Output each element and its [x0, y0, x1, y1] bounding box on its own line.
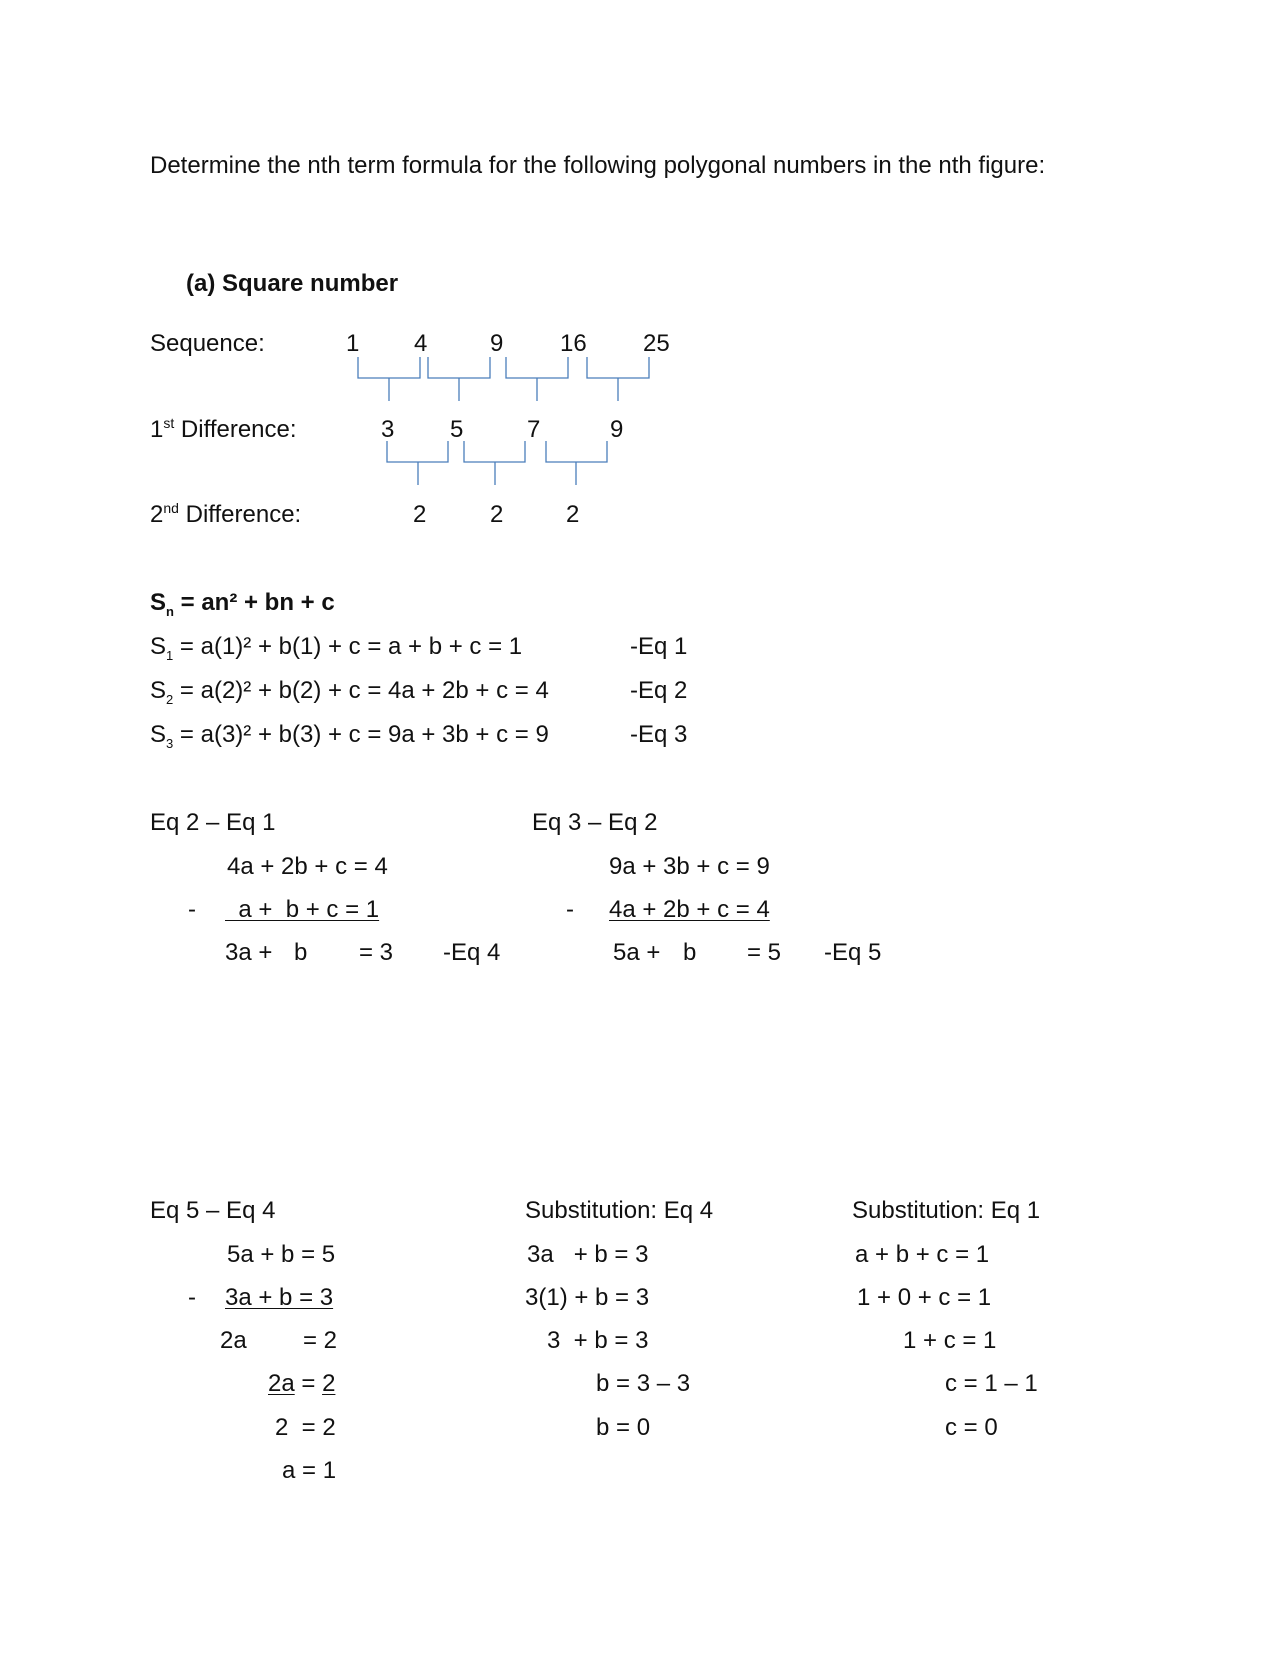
block-eq5-eq4-line4: 2a = 2 — [268, 1370, 336, 1397]
block-sub-eq1-line: c = 0 — [945, 1414, 998, 1441]
bracket-1-4 — [358, 357, 420, 401]
second-difference-value: 2 — [566, 501, 580, 528]
block-sub-eq4-line: b = 3 – 3 — [596, 1370, 691, 1397]
block-eq2-eq1-tag: -Eq 4 — [443, 939, 501, 966]
sequence-value: 4 — [414, 330, 428, 357]
block-sub-eq4-line: 3 + b = 3 — [547, 1327, 649, 1354]
equation-1-tag: -Eq 1 — [630, 633, 688, 660]
second-difference-label: 2nd Difference: — [150, 500, 302, 528]
block-eq2-eq1-result-a: 3a + — [225, 939, 273, 966]
first-difference-value: 3 — [381, 416, 395, 443]
block-sub-eq4-line: 3(1) + b = 3 — [525, 1284, 650, 1311]
bracket-7-9 — [546, 441, 607, 485]
second-difference-value: 2 — [413, 501, 427, 528]
block-eq3-eq2-title: Eq 3 – Eq 2 — [532, 809, 658, 836]
block-eq5-eq4-line1: 5a + b = 5 — [227, 1241, 336, 1268]
block-eq2-eq1-result-eq: = 3 — [359, 939, 394, 966]
block-eq2-eq1-minus: - — [188, 896, 196, 923]
block-eq3-eq2-line2: 4a + 2b + c = 4 — [609, 896, 770, 923]
bracket-lines — [358, 357, 649, 485]
block-eq3-eq2-minus: - — [566, 896, 574, 923]
block-eq5-eq4-line6: a = 1 — [282, 1457, 337, 1484]
equation-3-tag: -Eq 3 — [630, 721, 688, 748]
block-eq2-eq1-line1: 4a + 2b + c = 4 — [227, 853, 388, 880]
equation-1: $S_1 = a(1)^2 + b(1) + c = a + b + c = 1$ — [150, 633, 523, 663]
block-eq2-eq1-result-b: b — [294, 939, 308, 966]
block-eq3-eq2-line1: 9a + 3b + c = 9 — [609, 853, 770, 880]
block-sub-eq1-line: 1 + 0 + c = 1 — [857, 1284, 992, 1311]
equation-3: $S_3 = a(3)^2 + b(3) + c = 9a + 3b + c = 9$ — [150, 721, 549, 751]
block-eq5-eq4-title: Eq 5 – Eq 4 — [150, 1197, 276, 1224]
sequence-value: 9 — [490, 330, 504, 357]
intro-text: Determine the nth term formula for the following polygonal numbers in the nth figure: — [150, 152, 1046, 179]
sequence-value: 16 — [560, 330, 587, 357]
block-eq2-eq1-line2: a + b + c = 1 — [225, 896, 380, 923]
block-sub-eq1-line: a + b + c = 1 — [855, 1241, 990, 1268]
equation-2: $S_2 = a(2)^2 + b(2) + c = 4a + 2b + c = 4$ — [150, 677, 549, 707]
block-sub-eq4-title: Substitution: Eq 4 — [525, 1197, 714, 1224]
block-eq3-eq2-result-b: b — [683, 939, 697, 966]
bracket-9-16 — [506, 357, 568, 401]
block-sub-eq1-line: 1 + c = 1 — [903, 1327, 997, 1354]
bracket-3-5 — [387, 441, 448, 485]
block-eq3-eq2-tag: -Eq 5 — [824, 939, 882, 966]
block-eq5-eq4-line5: 2 = 2 — [275, 1414, 336, 1441]
block-eq5-eq4-minus: - — [188, 1284, 196, 1311]
equation-2-tag: -Eq 2 — [630, 677, 688, 704]
block-sub-eq1-title: Substitution: Eq 1 — [852, 1197, 1041, 1224]
block-eq3-eq2-result-a: 5a + — [613, 939, 661, 966]
sequence-value: 1 — [346, 330, 360, 357]
block-eq5-eq4-line3-a: 2a — [220, 1327, 247, 1354]
first-difference-label: 1st Difference: — [150, 415, 297, 443]
bracket-5-7 — [464, 441, 525, 485]
bracket-4-9 — [428, 357, 490, 401]
sequence-label: Sequence: — [150, 330, 265, 357]
section-heading: (a) Square number — [186, 270, 399, 297]
block-sub-eq4-line: 3a + b = 3 — [527, 1241, 649, 1268]
general-formula: $S_n = an^2$ + bn + c — [150, 589, 335, 619]
block-eq5-eq4-line3-b: = 2 — [303, 1327, 338, 1354]
bracket-16-25 — [587, 357, 649, 401]
first-difference-value: 9 — [610, 416, 624, 443]
block-eq2-eq1-title: Eq 2 – Eq 1 — [150, 809, 276, 836]
first-difference-value: 7 — [527, 416, 541, 443]
block-eq5-eq4-line2: 3a + b = 3 — [225, 1284, 334, 1311]
block-eq3-eq2-result-eq: = 5 — [747, 939, 782, 966]
second-difference-value: 2 — [490, 501, 504, 528]
block-sub-eq4-line: b = 0 — [596, 1414, 651, 1441]
first-difference-value: 5 — [450, 416, 464, 443]
sequence-value: 25 — [643, 330, 670, 357]
block-sub-eq1-line: c = 1 – 1 — [945, 1370, 1038, 1397]
